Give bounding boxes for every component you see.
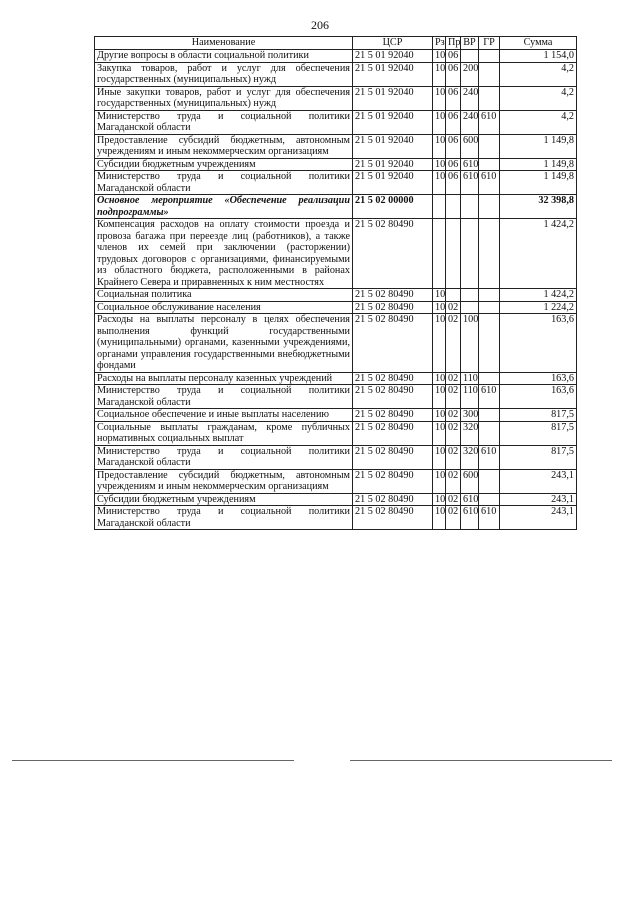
row-sum: 817,5 [500,409,577,422]
row-gr: 610 [479,385,500,409]
row-gr [479,469,500,493]
row-rz: 10 [433,134,446,158]
row-rz: 10 [433,493,446,506]
row-sum: 1 224,2 [500,301,577,314]
row-sum: 4,2 [500,86,577,110]
row-name: Министерство труда и социальной политики Магаданской области [95,110,353,134]
row-name: Социальные выплаты гражданам, кроме публичных нормативных социальных выплат [95,421,353,445]
row-rz: 10 [433,314,446,373]
table-row [95,50,577,63]
row-vr: 610 [461,171,479,195]
row-sum: 243,1 [500,469,577,493]
table-row [95,219,577,289]
row-gr [479,421,500,445]
row-sum: 32 398,8 [500,195,577,219]
row-csr: 21 5 01 92040 [353,134,433,158]
table-body [95,50,577,530]
row-rz: 10 [433,372,446,385]
row-pr: 02 [446,506,461,530]
table-row [95,469,577,493]
row-name: Министерство труда и социальной политики Магаданской области [95,385,353,409]
table-row [95,62,577,86]
budget-table [94,36,577,530]
row-vr: 610 [461,493,479,506]
row-rz: 10 [433,506,446,530]
row-csr: 21 5 02 80490 [353,301,433,314]
footer-rule-right [350,760,612,761]
row-gr [479,62,500,86]
row-vr: 320 [461,445,479,469]
header-vr: ВР [461,37,479,50]
row-sum: 163,6 [500,314,577,373]
row-rz: 10 [433,301,446,314]
table-row [95,409,577,422]
row-name: Субсидии бюджетным учреждениям [95,158,353,171]
row-name: Министерство труда и социальной политики Магаданской области [95,506,353,530]
row-name: Другие вопросы в области социальной политики [95,50,353,63]
row-sum: 243,1 [500,506,577,530]
row-csr: 21 5 02 00000 [353,195,433,219]
row-vr: 100 [461,314,479,373]
row-sum: 163,6 [500,385,577,409]
row-name: Закупка товаров, работ и услуг для обеспечения государственных (муниципальных) нужд [95,62,353,86]
row-pr: 02 [446,372,461,385]
row-csr: 21 5 02 80490 [353,445,433,469]
row-pr [446,219,461,289]
row-gr [479,314,500,373]
row-gr: 610 [479,506,500,530]
row-sum: 1 149,8 [500,158,577,171]
row-rz: 10 [433,171,446,195]
row-gr [479,158,500,171]
table-row [95,134,577,158]
row-gr [479,50,500,63]
row-vr: 240 [461,110,479,134]
row-gr [479,289,500,302]
row-pr: 06 [446,134,461,158]
row-gr [479,409,500,422]
row-rz: 10 [433,110,446,134]
row-pr: 02 [446,493,461,506]
row-pr: 02 [446,409,461,422]
row-gr [479,219,500,289]
row-sum: 1 424,2 [500,219,577,289]
header-csr: ЦСР [353,37,433,50]
header-sum: Сумма [500,37,577,50]
row-csr: 21 5 01 92040 [353,158,433,171]
table-row [95,171,577,195]
row-csr: 21 5 02 80490 [353,421,433,445]
row-csr: 21 5 02 80490 [353,372,433,385]
row-csr: 21 5 01 92040 [353,171,433,195]
row-vr [461,50,479,63]
table-row [95,86,577,110]
row-pr [446,289,461,302]
row-name: Социальная политика [95,289,353,302]
row-rz [433,219,446,289]
row-csr: 21 5 02 80490 [353,219,433,289]
row-vr [461,219,479,289]
row-pr: 06 [446,86,461,110]
table-row [95,493,577,506]
row-csr: 21 5 01 92040 [353,110,433,134]
header-rz: Рз [433,37,446,50]
row-csr: 21 5 01 92040 [353,50,433,63]
row-csr: 21 5 02 80490 [353,409,433,422]
row-name: Министерство труда и социальной политики Магаданской области [95,445,353,469]
row-pr: 02 [446,421,461,445]
header-name: Наименование [95,37,353,50]
row-pr: 06 [446,50,461,63]
row-rz: 10 [433,469,446,493]
row-vr: 110 [461,385,479,409]
row-rz: 10 [433,385,446,409]
row-vr: 240 [461,86,479,110]
table-row [95,506,577,530]
table-row [95,445,577,469]
row-rz: 10 [433,409,446,422]
row-vr [461,195,479,219]
row-sum: 1 424,2 [500,289,577,302]
row-gr [479,195,500,219]
table-row [95,372,577,385]
header-gr: ГР [479,37,500,50]
row-name: Основное мероприятие «Обеспечение реализации подпрограммы» [95,195,353,219]
row-name: Предоставление субсидий бюджетным, автономным учреждениям и иным некоммерческим организациям [95,134,353,158]
row-sum: 243,1 [500,493,577,506]
row-pr: 02 [446,301,461,314]
row-gr: 610 [479,171,500,195]
row-sum: 817,5 [500,445,577,469]
row-csr: 21 5 01 92040 [353,62,433,86]
row-csr: 21 5 01 92040 [353,86,433,110]
row-name: Министерство труда и социальной политики Магаданской области [95,171,353,195]
row-gr [479,86,500,110]
row-gr: 610 [479,110,500,134]
row-gr [479,301,500,314]
row-rz: 10 [433,62,446,86]
row-name: Иные закупки товаров, работ и услуг для обеспечения государственных (муниципальных) нужд [95,86,353,110]
row-pr: 02 [446,445,461,469]
row-sum: 1 149,8 [500,134,577,158]
row-sum: 817,5 [500,421,577,445]
row-rz: 10 [433,86,446,110]
header-pr: Пр [446,37,461,50]
row-pr: 06 [446,110,461,134]
table-row [95,314,577,373]
row-csr: 21 5 02 80490 [353,506,433,530]
table-row [95,195,577,219]
row-vr: 320 [461,421,479,445]
row-pr: 06 [446,171,461,195]
table-row [95,421,577,445]
row-pr: 02 [446,314,461,373]
page-number: 206 [311,18,329,32]
row-name: Субсидии бюджетным учреждениям [95,493,353,506]
row-vr [461,289,479,302]
footer-rule-left [12,760,294,761]
row-rz: 10 [433,158,446,171]
row-csr: 21 5 02 80490 [353,314,433,373]
row-rz: 10 [433,445,446,469]
row-vr: 300 [461,409,479,422]
row-pr [446,195,461,219]
row-name: Расходы на выплаты персоналу в целях обеспечения выполнения функций государственными (муниципальными) органами, казенными учреждениями, органами управления государственными внебюджетными фондами [95,314,353,373]
row-vr: 610 [461,158,479,171]
row-gr [479,372,500,385]
row-gr [479,493,500,506]
row-pr: 02 [446,385,461,409]
row-name: Расходы на выплаты персоналу казенных учреждений [95,372,353,385]
row-sum: 4,2 [500,110,577,134]
table-row [95,385,577,409]
row-vr: 200 [461,62,479,86]
row-sum: 1 154,0 [500,50,577,63]
row-rz: 10 [433,50,446,63]
row-rz [433,195,446,219]
row-name: Социальное обеспечение и иные выплаты населению [95,409,353,422]
table-row [95,289,577,302]
row-pr: 06 [446,158,461,171]
row-name: Предоставление субсидий бюджетным, автономным учреждениям и иным некоммерческим организациям [95,469,353,493]
row-vr [461,301,479,314]
row-pr: 02 [446,469,461,493]
row-name: Социальное обслуживание населения [95,301,353,314]
row-csr: 21 5 02 80490 [353,289,433,302]
row-sum: 1 149,8 [500,171,577,195]
row-csr: 21 5 02 80490 [353,385,433,409]
table-row [95,158,577,171]
row-rz: 10 [433,421,446,445]
table-header-row [95,37,577,50]
table-row [95,301,577,314]
row-pr: 06 [446,62,461,86]
row-vr: 600 [461,134,479,158]
table-row [95,110,577,134]
row-vr: 610 [461,506,479,530]
row-rz: 10 [433,289,446,302]
row-gr [479,134,500,158]
row-csr: 21 5 02 80490 [353,493,433,506]
row-name: Компенсация расходов на оплату стоимости проезда и провоза багажа при переезде лиц (работников), а также членов их семей при заключении (расторжении) трудовых договоров с организациями, финансируемыми из областного бюджета, расположенными в районах Крайнего Севера и приравненных к ним местностях [95,219,353,289]
row-vr: 600 [461,469,479,493]
row-vr: 110 [461,372,479,385]
row-gr: 610 [479,445,500,469]
row-sum: 4,2 [500,62,577,86]
row-sum: 163,6 [500,372,577,385]
row-csr: 21 5 02 80490 [353,469,433,493]
